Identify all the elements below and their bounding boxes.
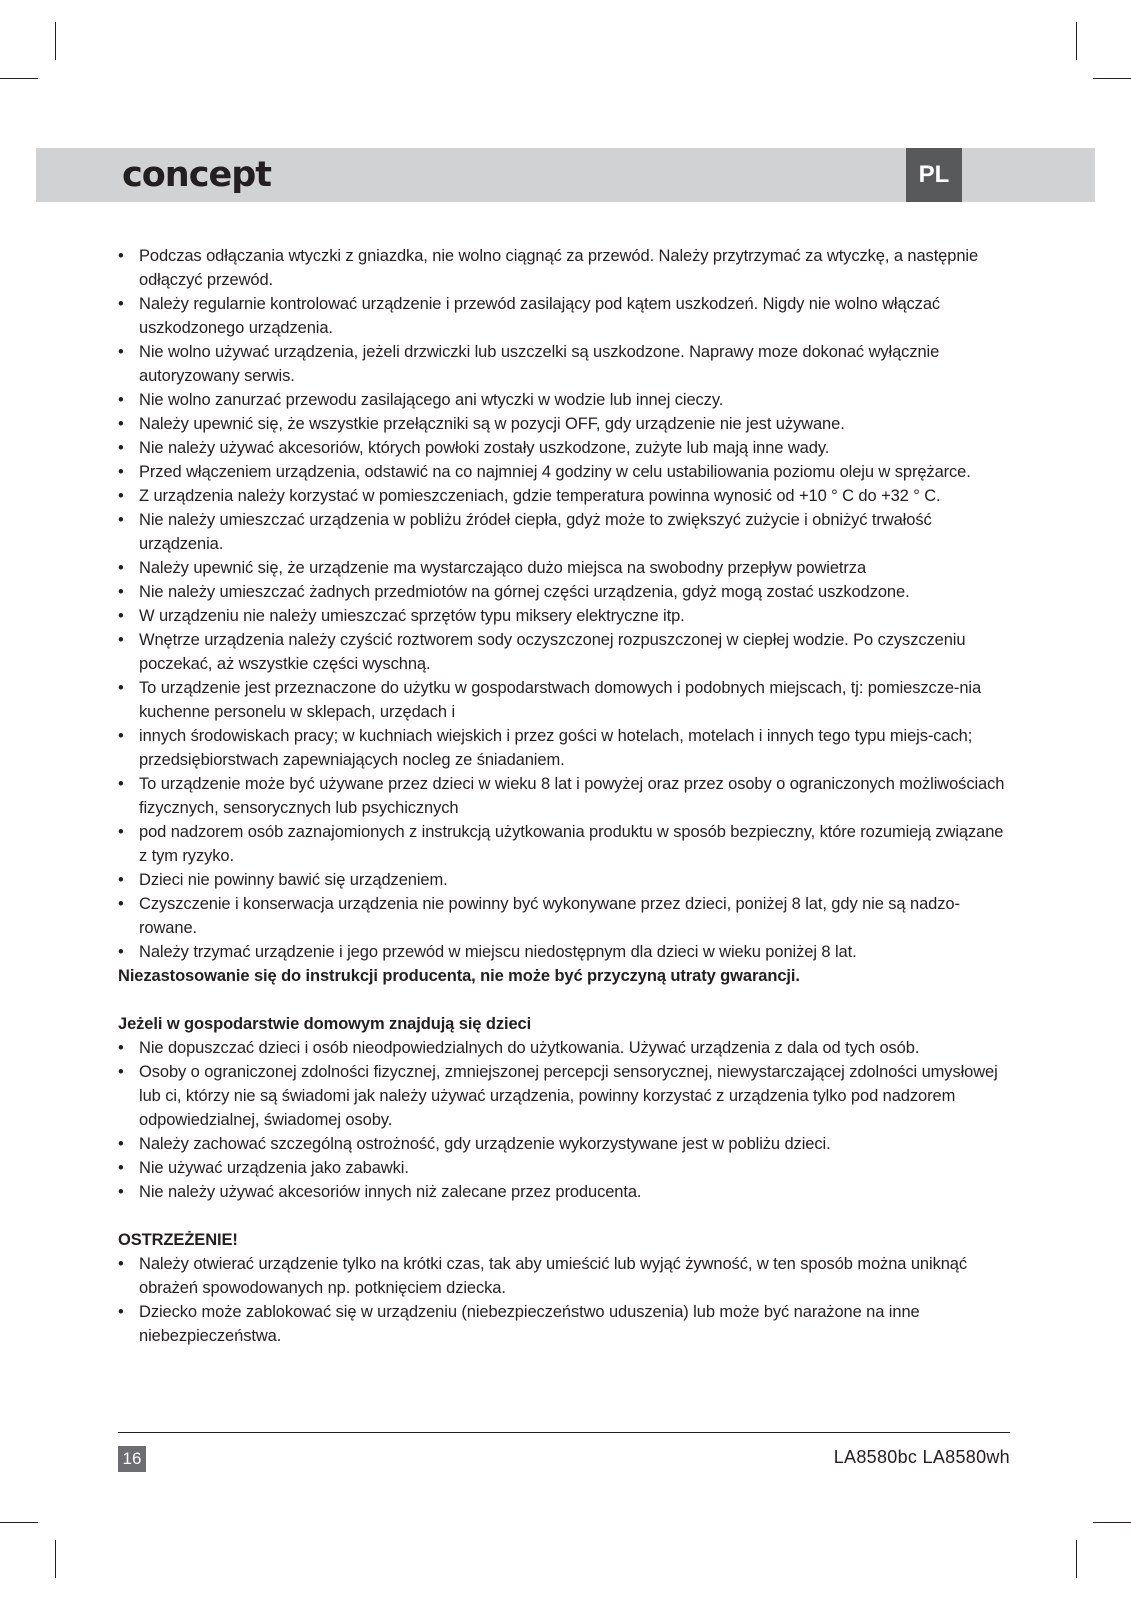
- list-item: • Wnętrze urządzenia należy czyścić roztworem sody oczyszczonej rozpuszczonej w ciepłej wodzie. Po czyszczeniu poczekać, aż wszystkie części wyschną.: [118, 628, 1015, 676]
- list-item: • To urządzenie jest przeznaczone do użytku w gospodarstwach domowych i podobnych miejscach, tj: pomieszcze-nia kuchenne personelu w sklepach, urzędach i: [118, 676, 1015, 724]
- warning-section-title: OSTRZEŻENIE!: [118, 1231, 238, 1249]
- list-item: • pod nadzorem osób zaznajomionych z instrukcją użytkowania produktu w sposób bezpieczny, które rozumieją związane z tym ryzyko.: [118, 820, 1015, 868]
- crop-mark: [1076, 22, 1077, 60]
- model-number: LA8580bc LA8580wh: [833, 1447, 1010, 1467]
- list-item: • Nie dopuszczać dzieci i osób nieodpowiedzialnych do użytkowania. Używać urządzenia z dala od tych osób.: [118, 1036, 1015, 1060]
- page-number: 16: [118, 1446, 146, 1472]
- warning-list: [118, 1252, 1015, 1348]
- list-item: • W urządzeniu nie należy umieszczać sprzętów typu miksery elektryczne itp.: [118, 604, 1015, 628]
- list-item: • Dziecko może zablokować się w urządzeniu (niebezpieczeństwo uduszenia) lub może być narażone na inne niebezpieczeństwa.: [118, 1300, 1015, 1348]
- crop-mark: [0, 1522, 38, 1523]
- crop-mark: [55, 1540, 56, 1578]
- crop-mark: [1076, 1540, 1077, 1578]
- list-item: • To urządzenie może być używane przez dzieci w wieku 8 lat i powyżej oraz przez osoby o ograniczonych możliwościach fizycznych, sensorycznych lub psychicznych: [118, 772, 1015, 820]
- list-item: • Osoby o ograniczonej zdolności fizycznej, zmniejszonej percepcji sensorycznej, niewystarczającej zdolności umysłowej lub ci, którzy nie są świadomi jak należy używać urządzenia, powinny korzystać z urządzenia tylko pod nadzorem odpowiedzialnej, świadomej osoby.: [118, 1060, 1015, 1132]
- list-item: • Nie należy używać akcesoriów innych niż zalecane przez producenta.: [118, 1180, 1015, 1204]
- list-item: • Z urządzenia należy korzystać w pomieszczeniach, gdzie temperatura powinna wynosić od +10 ° C do +32 ° C.: [118, 484, 1015, 508]
- list-item: • Należy zachować szczególną ostrożność, gdy urządzenie wykorzystywane jest w pobliżu dzieci.: [118, 1132, 1015, 1156]
- list-item: • Należy upewnić się, że urządzenie ma wystarczająco dużo miejsca na swobodny przepływ powietrza: [118, 556, 1015, 580]
- manual-content: [118, 244, 1015, 1348]
- brand-logo: concept: [122, 155, 271, 195]
- crop-mark: [1093, 1522, 1131, 1523]
- warranty-note: Niezastosowanie się do instrukcji producenta, nie może być przyczyną utraty gwarancji.: [118, 967, 800, 985]
- list-item: • Należy otwierać urządzenie tylko na krótki czas, tak aby umieścić lub wyjąć żywność, w ten sposób można uniknąć obrażeń spowodowanych np. potknięciem dziecka.: [118, 1252, 1015, 1300]
- children-list: [118, 1036, 1015, 1204]
- list-item: • Należy trzymać urządzenie i jego przewód w miejscu niedostępnym dla dzieci w wieku poniżej 8 lat.: [118, 940, 1015, 964]
- list-item: • Podczas odłączania wtyczki z gniazdka, nie wolno ciągnąć za przewód. Należy przytrzymać za wtyczkę, a następnie odłączyć przewód.: [118, 244, 1015, 292]
- footer-divider: [118, 1432, 1010, 1433]
- children-section-title: Jeżeli w gospodarstwie domowym znajdują się dzieci: [118, 1015, 532, 1033]
- crop-mark: [1093, 78, 1131, 79]
- list-item: • Należy upewnić się, że wszystkie przełączniki są w pozycji OFF, gdy urządzenie nie jest używane.: [118, 412, 1015, 436]
- crop-mark: [0, 78, 38, 79]
- list-item: • Czyszczenie i konserwacja urządzenia nie powinny być wykonywane przez dzieci, poniżej 8 lat, gdy nie są nadzo-rowane.: [118, 892, 1015, 940]
- list-item: • Nie wolno używać urządzenia, jeżeli drzwiczki lub uszczelki są uszkodzone. Naprawy moze dokonać wyłącznie autoryzowany serwis.: [118, 340, 1015, 388]
- list-item: • Nie wolno zanurzać przewodu zasilającego ani wtyczki w wodzie lub innej cieczy.: [118, 388, 1015, 412]
- list-item: • Nie używać urządzenia jako zabawki.: [118, 1156, 1015, 1180]
- language-badge: PL: [906, 148, 962, 202]
- list-item: • Nie należy używać akcesoriów, których powłoki zostały uszkodzone, zużyte lub mają inne wady.: [118, 436, 1015, 460]
- list-item: • Należy regularnie kontrolować urządzenie i przewód zasilający pod kątem uszkodzeń. Nigdy nie wolno włączać uszkodzonego urządzenia.: [118, 292, 1015, 340]
- safety-list: [118, 244, 1015, 964]
- crop-mark: [55, 22, 56, 60]
- list-item: • Nie należy umieszczać żadnych przedmiotów na górnej części urządzenia, gdyż mogą zostać uszkodzone.: [118, 580, 1015, 604]
- list-item: • Nie należy umieszczać urządzenia w pobliżu źródeł ciepła, gdyż może to zwiększyć zużycie i obniżyć trwałość urządzenia.: [118, 508, 1015, 556]
- list-item: • Dzieci nie powinny bawić się urządzeniem.: [118, 868, 1015, 892]
- list-item: • Przed włączeniem urządzenia, odstawić na co najmniej 4 godziny w celu ustabiliowania poziomu oleju w sprężarce.: [118, 460, 1015, 484]
- list-item: • innych środowiskach pracy; w kuchniach wiejskich i przez gości w hotelach, motelach i innych tego typu miejs-cach; przedsiębiorstwach zapewniających nocleg ze śniadaniem.: [118, 724, 1015, 772]
